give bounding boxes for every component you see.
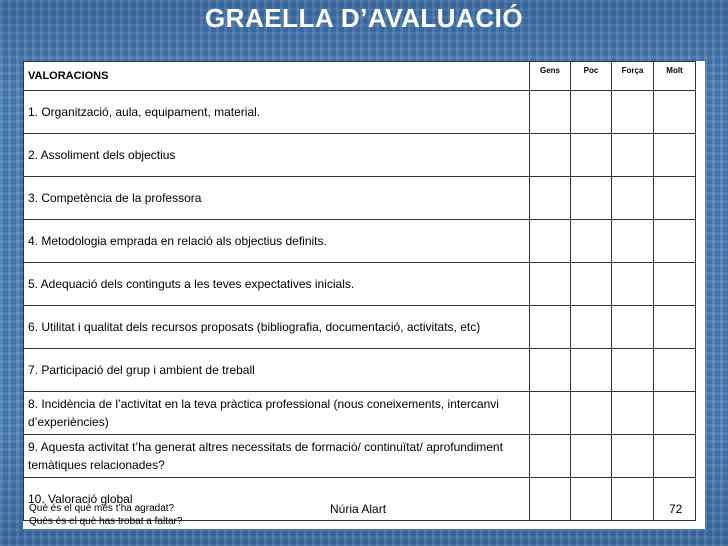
criterion-label: 10. Valoració global	[24, 478, 530, 521]
column-header-molt: Molt	[654, 62, 696, 91]
table-row	[24, 220, 696, 263]
rating-cell-poc[interactable]	[571, 435, 612, 478]
rating-cell-molt[interactable]	[654, 220, 696, 263]
criterion-label: 5. Adequació dels continguts a les teves expectatives inicials.	[24, 263, 530, 306]
criterion-label: 6. Utilitat i qualitat dels recursos proposats (bibliografia, documentació, activitats, etc)	[24, 306, 530, 349]
page-number: 72	[669, 502, 683, 516]
rating-cell-poc[interactable]	[571, 306, 612, 349]
rating-cell-molt[interactable]	[654, 306, 696, 349]
rating-cell-molt[interactable]	[654, 435, 696, 478]
rating-cell-gens[interactable]	[530, 478, 571, 521]
rating-cell-forca[interactable]	[612, 263, 654, 306]
table-row	[24, 392, 696, 435]
rating-cell-forca[interactable]	[612, 392, 654, 435]
rating-cell-poc[interactable]	[571, 392, 612, 435]
criterion-label: 8. Incidència de l’activitat en la teva pràctica professional (nous coneixements, intercanvi d’experiències)	[24, 392, 530, 435]
rating-cell-poc[interactable]	[571, 349, 612, 392]
rating-cell-gens[interactable]	[530, 177, 571, 220]
rating-cell-molt[interactable]	[654, 91, 696, 134]
table-header-row	[24, 62, 696, 91]
column-header-gens: Gens	[530, 62, 571, 91]
footer-questions	[29, 502, 182, 528]
rating-cell-molt[interactable]	[654, 134, 696, 177]
rating-cell-gens[interactable]	[530, 349, 571, 392]
rating-cell-gens[interactable]	[530, 220, 571, 263]
table-row	[24, 349, 696, 392]
rating-cell-forca[interactable]	[612, 134, 654, 177]
table-row	[24, 263, 696, 306]
footer-author: Núria Alart	[330, 502, 387, 516]
rating-cell-gens[interactable]	[530, 134, 571, 177]
column-header-forca: Força	[612, 62, 654, 91]
rating-cell-gens[interactable]	[530, 306, 571, 349]
table-row	[24, 435, 696, 478]
rating-cell-poc[interactable]	[571, 263, 612, 306]
rating-cell-poc[interactable]	[571, 478, 612, 521]
rating-cell-forca[interactable]	[612, 177, 654, 220]
evaluation-table	[23, 61, 696, 521]
rating-cell-gens[interactable]	[530, 435, 571, 478]
rating-cell-poc[interactable]	[571, 177, 612, 220]
rating-cell-forca[interactable]	[612, 306, 654, 349]
criterion-label: 1. Organització, aula, equipament, material.	[24, 91, 530, 134]
rating-cell-forca[interactable]	[612, 478, 654, 521]
criterion-label: 3. Competència de la professora	[24, 177, 530, 220]
rating-cell-molt[interactable]	[654, 177, 696, 220]
footer-question-missing: Quès és el què has trobat a faltar?	[29, 516, 183, 527]
rating-cell-forca[interactable]	[612, 349, 654, 392]
rating-cell-gens[interactable]	[530, 91, 571, 134]
table-row	[24, 177, 696, 220]
table-row	[24, 306, 696, 349]
column-header-poc: Poc	[571, 62, 612, 91]
rating-cell-poc[interactable]	[571, 91, 612, 134]
footer-question-liked: Què és el què més t’ha agradat?	[29, 503, 175, 514]
table-row	[24, 134, 696, 177]
criterion-label: 2. Assoliment dels objectius	[24, 134, 530, 177]
criterion-label: 9. Aquesta activitat t’ha generat altres necessitats de formació/ continuïtat/ aprofundiment temàtiques relacionades?	[24, 435, 530, 478]
page-title: GRAELLA D’AVALUACIÓ	[204, 3, 524, 33]
rating-cell-poc[interactable]	[571, 134, 612, 177]
rating-cell-poc[interactable]	[571, 220, 612, 263]
rating-cell-gens[interactable]	[530, 263, 571, 306]
rating-cell-forca[interactable]	[612, 91, 654, 134]
valoracions-header: VALORACIONS	[24, 62, 530, 91]
rating-cell-molt[interactable]	[654, 263, 696, 306]
rating-cell-molt[interactable]	[654, 349, 696, 392]
rating-cell-forca[interactable]	[612, 435, 654, 478]
criterion-label: 4. Metodologia emprada en relació als objectius definits.	[24, 220, 530, 263]
rating-cell-gens[interactable]	[530, 392, 571, 435]
table-row	[24, 91, 696, 134]
rating-cell-forca[interactable]	[612, 220, 654, 263]
criterion-label: 7. Participació del grup i ambient de treball	[24, 349, 530, 392]
rating-cell-molt[interactable]	[654, 392, 696, 435]
evaluation-sheet	[23, 61, 705, 529]
